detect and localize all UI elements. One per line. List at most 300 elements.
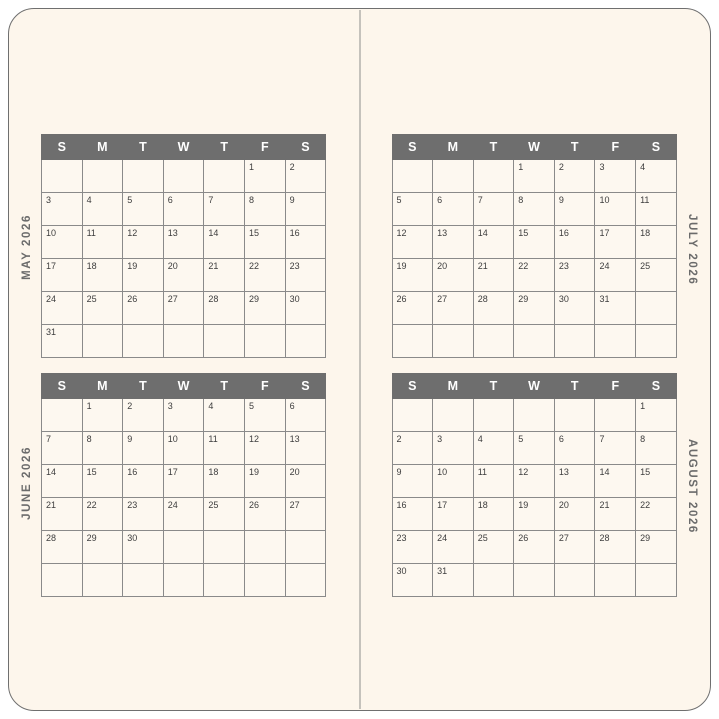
day-cell[interactable] [42, 399, 83, 432]
day-number: 13 [558, 467, 569, 477]
day-cell[interactable] [204, 193, 245, 226]
day-cell[interactable] [82, 259, 123, 292]
day-number: 12 [396, 228, 407, 238]
day-number: 13 [437, 228, 448, 238]
day-cell[interactable] [554, 160, 595, 193]
day-cell[interactable] [433, 564, 474, 597]
day-number: 24 [46, 294, 57, 304]
weekday-header-mon: M [433, 374, 474, 399]
week-row [42, 498, 326, 531]
day-cell[interactable] [244, 564, 285, 597]
weekday-header-tue: T [473, 374, 514, 399]
day-cell[interactable] [244, 259, 285, 292]
weekday-header-row [42, 135, 326, 160]
day-number: 30 [558, 294, 569, 304]
day-cell[interactable] [82, 465, 123, 498]
day-cell[interactable] [554, 564, 595, 597]
day-number: 8 [248, 195, 254, 205]
left-page [9, 9, 360, 710]
day-number: 7 [477, 195, 483, 205]
day-cell[interactable] [82, 564, 123, 597]
day-cell[interactable] [42, 531, 83, 564]
day-number: 7 [599, 434, 605, 444]
day-number: 23 [396, 533, 407, 543]
day-cell[interactable] [473, 498, 514, 531]
day-cell[interactable] [204, 564, 245, 597]
weekday-header-thu: T [554, 374, 595, 399]
day-cell[interactable] [473, 292, 514, 325]
month-label-july: JULY 2026 [686, 214, 698, 286]
day-cell[interactable] [554, 498, 595, 531]
day-number: 2 [558, 162, 564, 172]
day-cell[interactable] [163, 292, 204, 325]
day-cell[interactable] [514, 498, 555, 531]
day-cell[interactable] [433, 432, 474, 465]
day-number: 5 [396, 195, 402, 205]
day-cell[interactable] [204, 465, 245, 498]
day-cell[interactable] [285, 193, 326, 226]
day-cell[interactable] [514, 531, 555, 564]
month-label-may: MAY 2026 [21, 214, 33, 280]
day-cell[interactable] [42, 465, 83, 498]
day-cell[interactable] [473, 399, 514, 432]
day-cell[interactable] [244, 325, 285, 358]
day-cell[interactable] [123, 226, 164, 259]
day-cell[interactable] [82, 498, 123, 531]
day-cell[interactable] [244, 531, 285, 564]
day-number: 3 [599, 162, 605, 172]
day-cell[interactable] [163, 465, 204, 498]
day-cell[interactable] [595, 564, 636, 597]
day-cell[interactable] [636, 292, 677, 325]
day-cell[interactable] [204, 226, 245, 259]
day-cell[interactable] [595, 399, 636, 432]
day-cell[interactable] [433, 399, 474, 432]
week-row [392, 325, 676, 358]
day-number: 29 [640, 533, 651, 543]
day-cell[interactable] [163, 432, 204, 465]
day-number: 27 [437, 294, 448, 304]
day-number: 2 [127, 401, 133, 411]
day-cell[interactable] [554, 193, 595, 226]
day-cell[interactable] [473, 325, 514, 358]
weekday-header-fri: F [244, 135, 285, 160]
calendar-july [392, 134, 677, 358]
day-cell[interactable] [244, 399, 285, 432]
day-number: 15 [248, 228, 259, 238]
day-number: 24 [167, 500, 178, 510]
day-cell[interactable] [595, 325, 636, 358]
day-cell[interactable] [392, 465, 433, 498]
day-number: 9 [558, 195, 564, 205]
day-cell[interactable] [244, 160, 285, 193]
day-number: 10 [599, 195, 610, 205]
day-cell[interactable] [595, 498, 636, 531]
weekday-header-mon: M [433, 135, 474, 160]
day-cell[interactable] [392, 432, 433, 465]
day-number: 3 [437, 434, 443, 444]
day-cell[interactable] [554, 465, 595, 498]
day-cell[interactable] [636, 325, 677, 358]
day-number: 23 [289, 261, 300, 271]
day-cell[interactable] [514, 325, 555, 358]
day-number: 25 [477, 533, 488, 543]
day-cell[interactable] [636, 564, 677, 597]
day-cell[interactable] [595, 226, 636, 259]
day-number: 29 [518, 294, 529, 304]
day-number: 18 [86, 261, 97, 271]
day-number: 10 [437, 467, 448, 477]
week-row [42, 160, 326, 193]
day-number: 24 [599, 261, 610, 271]
day-cell[interactable] [163, 226, 204, 259]
day-cell[interactable] [554, 531, 595, 564]
day-number: 5 [518, 434, 524, 444]
day-cell[interactable] [285, 325, 326, 358]
weekday-header-tue: T [123, 374, 164, 399]
weekday-header-sat: S [636, 135, 677, 160]
week-row [392, 531, 676, 564]
day-cell[interactable] [514, 193, 555, 226]
weekday-header-sun: S [392, 374, 433, 399]
day-cell[interactable] [285, 399, 326, 432]
weekday-header-mon: M [82, 135, 123, 160]
day-cell[interactable] [163, 399, 204, 432]
day-cell[interactable] [204, 160, 245, 193]
day-cell[interactable] [42, 160, 83, 193]
day-cell[interactable] [244, 498, 285, 531]
day-number: 30 [396, 566, 407, 576]
day-cell[interactable] [595, 465, 636, 498]
day-cell[interactable] [433, 531, 474, 564]
day-number: 11 [640, 195, 650, 205]
day-number: 21 [208, 261, 219, 271]
day-cell[interactable] [285, 498, 326, 531]
day-cell[interactable] [82, 193, 123, 226]
day-cell[interactable] [514, 564, 555, 597]
day-cell[interactable] [392, 292, 433, 325]
day-cell[interactable] [636, 193, 677, 226]
day-number: 5 [248, 401, 254, 411]
day-cell[interactable] [123, 259, 164, 292]
day-cell[interactable] [433, 193, 474, 226]
weekday-header-mon: M [82, 374, 123, 399]
day-cell[interactable] [636, 160, 677, 193]
day-cell[interactable] [123, 498, 164, 531]
day-cell[interactable] [42, 259, 83, 292]
week-row [392, 226, 676, 259]
day-number: 14 [477, 228, 488, 238]
day-number: 27 [558, 533, 569, 543]
day-number: 26 [396, 294, 407, 304]
day-cell[interactable] [392, 226, 433, 259]
day-cell[interactable] [392, 325, 433, 358]
day-cell[interactable] [123, 399, 164, 432]
day-cell[interactable] [82, 226, 123, 259]
week-row [392, 160, 676, 193]
day-cell[interactable] [554, 325, 595, 358]
day-cell[interactable] [163, 193, 204, 226]
day-cell[interactable] [82, 399, 123, 432]
day-cell[interactable] [433, 160, 474, 193]
day-cell[interactable] [473, 531, 514, 564]
day-cell[interactable] [285, 160, 326, 193]
day-number: 30 [127, 533, 138, 543]
day-cell[interactable] [42, 292, 83, 325]
day-cell[interactable] [636, 259, 677, 292]
day-cell[interactable] [204, 292, 245, 325]
week-row [42, 432, 326, 465]
day-cell[interactable] [163, 564, 204, 597]
weekday-header-thu: T [204, 374, 245, 399]
day-number: 17 [46, 261, 57, 271]
day-cell[interactable] [554, 432, 595, 465]
day-number: 7 [46, 434, 52, 444]
day-cell[interactable] [285, 465, 326, 498]
day-cell[interactable] [42, 325, 83, 358]
day-number: 3 [167, 401, 173, 411]
day-number: 12 [518, 467, 529, 477]
day-number: 17 [167, 467, 178, 477]
day-cell[interactable] [163, 160, 204, 193]
day-number: 1 [640, 401, 646, 411]
day-number: 4 [208, 401, 214, 411]
day-number: 22 [640, 500, 651, 510]
day-cell[interactable] [554, 226, 595, 259]
day-cell[interactable] [514, 292, 555, 325]
day-cell[interactable] [123, 160, 164, 193]
day-cell[interactable] [123, 564, 164, 597]
day-cell[interactable] [82, 531, 123, 564]
day-number: 31 [46, 327, 57, 337]
day-cell[interactable] [285, 226, 326, 259]
day-number: 18 [640, 228, 651, 238]
day-cell[interactable] [433, 226, 474, 259]
day-cell[interactable] [433, 465, 474, 498]
day-number: 22 [248, 261, 259, 271]
day-number: 1 [518, 162, 524, 172]
day-number: 27 [167, 294, 178, 304]
day-cell[interactable] [514, 432, 555, 465]
day-number: 30 [289, 294, 300, 304]
day-cell[interactable] [595, 193, 636, 226]
day-cell[interactable] [595, 531, 636, 564]
day-cell[interactable] [204, 325, 245, 358]
day-number: 19 [127, 261, 138, 271]
calendar-august [392, 373, 677, 597]
day-number: 22 [518, 261, 529, 271]
day-cell[interactable] [42, 564, 83, 597]
day-cell[interactable] [163, 531, 204, 564]
day-number: 15 [86, 467, 97, 477]
day-cell[interactable] [285, 259, 326, 292]
day-cell[interactable] [204, 432, 245, 465]
weekday-header-sat: S [636, 374, 677, 399]
day-number: 16 [558, 228, 569, 238]
day-cell[interactable] [636, 465, 677, 498]
day-cell[interactable] [514, 259, 555, 292]
day-cell[interactable] [392, 531, 433, 564]
week-row [42, 531, 326, 564]
day-cell[interactable] [42, 226, 83, 259]
day-cell[interactable] [636, 432, 677, 465]
day-cell[interactable] [285, 531, 326, 564]
day-cell[interactable] [636, 498, 677, 531]
day-cell[interactable] [636, 226, 677, 259]
day-cell[interactable] [204, 531, 245, 564]
day-cell[interactable] [82, 292, 123, 325]
week-row [42, 564, 326, 597]
day-cell[interactable] [595, 292, 636, 325]
day-number: 28 [46, 533, 57, 543]
day-cell[interactable] [204, 498, 245, 531]
day-number: 9 [289, 195, 295, 205]
day-cell[interactable] [473, 226, 514, 259]
day-cell[interactable] [636, 531, 677, 564]
day-number: 1 [248, 162, 254, 172]
weekday-header-sun: S [42, 374, 83, 399]
day-number: 2 [289, 162, 295, 172]
day-cell[interactable] [244, 432, 285, 465]
day-cell[interactable] [392, 193, 433, 226]
day-number: 27 [289, 500, 300, 510]
day-number: 26 [518, 533, 529, 543]
planner-spread [8, 8, 711, 711]
day-cell[interactable] [433, 498, 474, 531]
day-number: 17 [599, 228, 610, 238]
weekday-header-wed: W [514, 374, 555, 399]
day-number: 6 [437, 195, 443, 205]
day-number: 22 [86, 500, 97, 510]
week-row [392, 498, 676, 531]
day-number: 15 [640, 467, 651, 477]
weekday-header-fri: F [244, 374, 285, 399]
weekday-header-sun: S [392, 135, 433, 160]
day-number: 4 [477, 434, 483, 444]
day-cell[interactable] [244, 226, 285, 259]
day-number: 14 [46, 467, 57, 477]
day-cell[interactable] [392, 498, 433, 531]
day-number: 20 [437, 261, 448, 271]
weekday-header-thu: T [204, 135, 245, 160]
day-number: 9 [396, 467, 402, 477]
week-row [392, 259, 676, 292]
day-number: 28 [599, 533, 610, 543]
day-number: 12 [127, 228, 138, 238]
day-number: 21 [477, 261, 488, 271]
day-cell[interactable] [244, 193, 285, 226]
day-number: 13 [167, 228, 178, 238]
day-cell[interactable] [123, 531, 164, 564]
day-number: 16 [396, 500, 407, 510]
week-row [392, 465, 676, 498]
day-cell[interactable] [204, 259, 245, 292]
day-cell[interactable] [595, 259, 636, 292]
weekday-header-thu: T [554, 135, 595, 160]
day-cell[interactable] [514, 399, 555, 432]
day-cell[interactable] [473, 259, 514, 292]
day-number: 31 [437, 566, 448, 576]
day-cell[interactable] [433, 292, 474, 325]
day-number: 23 [127, 500, 138, 510]
day-number: 20 [289, 467, 300, 477]
day-number: 6 [167, 195, 173, 205]
day-cell[interactable] [123, 193, 164, 226]
day-number: 14 [599, 467, 610, 477]
day-cell[interactable] [82, 432, 123, 465]
day-cell[interactable] [82, 160, 123, 193]
day-number: 4 [86, 195, 92, 205]
day-cell[interactable] [244, 465, 285, 498]
day-cell[interactable] [42, 432, 83, 465]
day-number: 25 [640, 261, 651, 271]
day-cell[interactable] [392, 564, 433, 597]
day-cell[interactable] [595, 160, 636, 193]
day-number: 11 [477, 467, 488, 477]
day-cell[interactable] [433, 325, 474, 358]
day-cell[interactable] [163, 325, 204, 358]
day-cell[interactable] [123, 292, 164, 325]
week-row [42, 259, 326, 292]
day-cell[interactable] [514, 465, 555, 498]
weekday-header-wed: W [163, 374, 204, 399]
day-cell[interactable] [285, 432, 326, 465]
day-number: 17 [437, 500, 448, 510]
day-cell[interactable] [244, 292, 285, 325]
day-cell[interactable] [473, 432, 514, 465]
weekday-header-tue: T [473, 135, 514, 160]
day-cell[interactable] [82, 325, 123, 358]
day-cell[interactable] [392, 160, 433, 193]
day-cell[interactable] [204, 399, 245, 432]
right-page [360, 9, 711, 710]
day-cell[interactable] [473, 465, 514, 498]
day-cell[interactable] [163, 259, 204, 292]
week-row [42, 325, 326, 358]
day-cell[interactable] [554, 399, 595, 432]
day-cell[interactable] [514, 160, 555, 193]
week-row [42, 193, 326, 226]
day-cell[interactable] [595, 432, 636, 465]
day-number: 29 [86, 533, 97, 543]
day-cell[interactable] [473, 564, 514, 597]
day-cell[interactable] [42, 193, 83, 226]
day-cell[interactable] [554, 292, 595, 325]
day-cell[interactable] [554, 259, 595, 292]
weekday-header-tue: T [123, 135, 164, 160]
day-number: 20 [558, 500, 569, 510]
day-cell[interactable] [123, 325, 164, 358]
day-cell[interactable] [392, 259, 433, 292]
day-cell[interactable] [433, 259, 474, 292]
day-cell[interactable] [514, 226, 555, 259]
day-cell[interactable] [285, 292, 326, 325]
day-cell[interactable] [42, 498, 83, 531]
day-number: 12 [248, 434, 259, 444]
day-cell[interactable] [392, 399, 433, 432]
day-cell[interactable] [473, 193, 514, 226]
day-cell[interactable] [163, 498, 204, 531]
day-cell[interactable] [123, 432, 164, 465]
day-number: 8 [86, 434, 92, 444]
day-cell[interactable] [473, 160, 514, 193]
day-number: 20 [167, 261, 178, 271]
day-number: 6 [558, 434, 564, 444]
day-cell[interactable] [285, 564, 326, 597]
day-cell[interactable] [636, 399, 677, 432]
day-number: 16 [289, 228, 300, 238]
day-cell[interactable] [123, 465, 164, 498]
